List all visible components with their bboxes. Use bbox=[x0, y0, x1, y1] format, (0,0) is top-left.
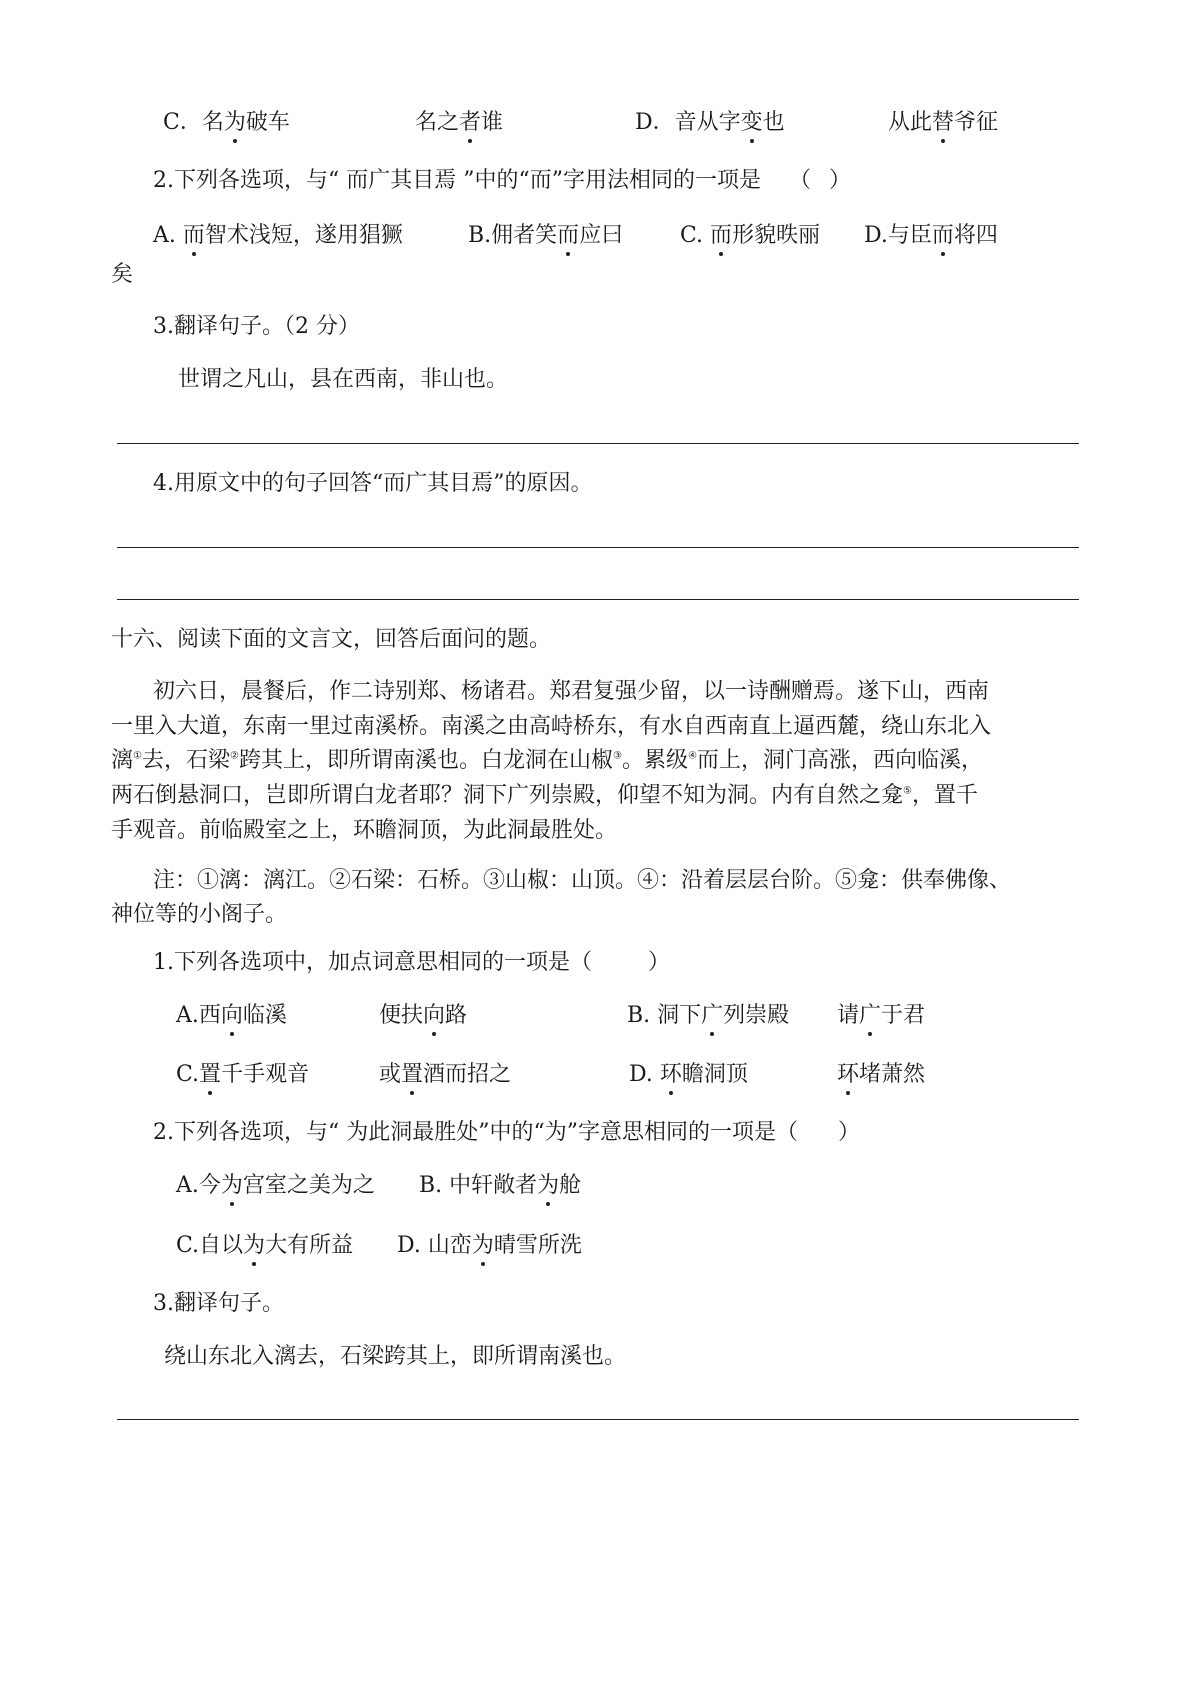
emphasis-dot-char: 向 bbox=[220, 1003, 243, 1028]
text: 舱 bbox=[559, 1173, 582, 1198]
footnote-marker: ② bbox=[230, 750, 239, 762]
emphasis-dot-char: 广 bbox=[859, 1003, 882, 1028]
text: 谁 bbox=[481, 110, 504, 135]
text: D．音从字 bbox=[635, 110, 741, 135]
answer-line bbox=[117, 1419, 1079, 1420]
q16-q1-option-b-left bbox=[627, 1005, 789, 1027]
q16-q3-sentence: 绕山东北入漓去，石梁跨其上，即所谓南溪也。 bbox=[164, 1344, 627, 1369]
answer-line bbox=[117, 599, 1079, 600]
emphasis-dot-char: 广 bbox=[701, 1003, 724, 1028]
passage-line-4 bbox=[111, 785, 978, 807]
text: 路 bbox=[445, 1003, 468, 1028]
q15-q2-stem bbox=[153, 170, 851, 192]
answer-line bbox=[117, 443, 1079, 444]
text: 便扶 bbox=[379, 1003, 424, 1028]
footnote-marker: ⑤ bbox=[903, 785, 912, 797]
text: C.自以 bbox=[176, 1233, 244, 1258]
q16-q2-option-d bbox=[397, 1235, 582, 1257]
text: 晴雪所洗 bbox=[493, 1233, 582, 1258]
text: 去，石梁 bbox=[141, 748, 230, 773]
text: 列崇殿 bbox=[723, 1003, 790, 1028]
q15-option-d-left bbox=[635, 112, 785, 134]
text: 应曰 bbox=[579, 223, 624, 248]
q15-q2-option-c bbox=[680, 225, 820, 247]
emphasis-dot-char: 为 bbox=[223, 110, 246, 135]
footnote-marker: ③ bbox=[612, 750, 622, 762]
q16-q1-option-b-right bbox=[837, 1005, 925, 1027]
text: A.西 bbox=[176, 1003, 221, 1028]
passage-line-2: 一里入大道，东南一里过南溪桥。南溪之由高峙桥东，有水自西南直上逼西麓，绕山东北入 bbox=[111, 714, 992, 739]
q15-q3-stem: 3.翻译句子。（2 分） bbox=[153, 314, 360, 339]
text: ，置千 bbox=[911, 783, 978, 808]
passage-line-3 bbox=[111, 750, 983, 772]
notes-line-1: 注：①漓：漓江。②石梁：石桥。③山椒：山顶。④：沿着层层台阶。⑤龛：供奉佛像、 bbox=[153, 868, 1012, 893]
question-text: 2.下列各选项，与“ 为此洞最胜处”中的“为”字意思相同的一项是（ bbox=[153, 1120, 798, 1145]
emphasis-dot-char: 而 bbox=[710, 223, 733, 248]
answer-paren-open: （ bbox=[788, 168, 811, 193]
text: A. bbox=[153, 223, 183, 248]
passage-line-1: 初六日，晨餐后，作二诗别郑、杨诸君。郑君复强少留，以一诗酬赠焉。遂下山，西南 bbox=[153, 679, 990, 704]
q16-q1-stem bbox=[153, 952, 670, 974]
footnote-marker: ④ bbox=[687, 750, 697, 762]
text: 宫室之美为之 bbox=[242, 1173, 375, 1198]
q15-q2-option-d-continued: 矣 bbox=[111, 262, 134, 287]
text: 临溪 bbox=[242, 1003, 287, 1028]
q16-q2-option-c bbox=[176, 1235, 353, 1257]
text: C. bbox=[680, 223, 711, 248]
text: 酒而招之 bbox=[423, 1062, 512, 1087]
text: 也 bbox=[762, 110, 785, 135]
emphasis-dot-char: 向 bbox=[423, 1003, 446, 1028]
question-text: 2.下列各选项，与“ 而广其目焉 ”中的“而”字用法相同的一项是 bbox=[153, 168, 761, 193]
emphasis-dot-char: 而 bbox=[182, 223, 205, 248]
q15-option-c-left bbox=[163, 112, 290, 134]
emphasis-dot-char: 为 bbox=[537, 1173, 560, 1198]
text: 或 bbox=[379, 1062, 402, 1087]
text: 于君 bbox=[881, 1003, 926, 1028]
answer-paren-close: ） bbox=[828, 168, 851, 193]
answer-line bbox=[117, 547, 1079, 548]
answer-paren-close: ） bbox=[837, 1120, 860, 1145]
answer-paren-close: ） bbox=[648, 950, 671, 975]
emphasis-dot-char: 变 bbox=[740, 110, 763, 135]
emphasis-dot-char: 为 bbox=[471, 1233, 494, 1258]
text: C. bbox=[176, 1062, 200, 1087]
q16-q2-option-a bbox=[176, 1175, 375, 1197]
text: 形貌昳丽 bbox=[732, 223, 821, 248]
q16-title: 十六、阅读下面的文言文，回答后面问的题。 bbox=[111, 627, 552, 652]
text: 名之 bbox=[415, 110, 460, 135]
q15-q2-option-a bbox=[153, 225, 403, 247]
emphasis-dot-char: 环 bbox=[837, 1062, 860, 1087]
text: D. 山峦 bbox=[397, 1233, 472, 1258]
q16-q1-option-d-left bbox=[629, 1064, 748, 1086]
text: 千手观音 bbox=[221, 1062, 310, 1087]
text: 。累级 bbox=[621, 748, 688, 773]
text: B. 洞下 bbox=[627, 1003, 702, 1028]
text: B.佣者笑 bbox=[468, 223, 558, 248]
emphasis-dot-char: 者 bbox=[459, 110, 482, 135]
q16-q1-option-c-left bbox=[176, 1064, 309, 1086]
q15-option-d-right bbox=[888, 112, 998, 134]
emphasis-dot-char: 而 bbox=[557, 223, 580, 248]
passage-line-5: 手观音。前临殿室之上，环瞻洞顶，为此洞最胜处。 bbox=[111, 818, 618, 843]
q16-q1-option-a-right bbox=[379, 1005, 467, 1027]
text: C．名 bbox=[163, 110, 224, 135]
q15-q2-option-d bbox=[864, 225, 998, 247]
text: 智术浅短，遂用猖獗 bbox=[204, 223, 403, 248]
emphasis-dot-char: 替 bbox=[932, 110, 955, 135]
notes-line-2: 神位等的小阁子。 bbox=[111, 902, 288, 927]
q15-q4-stem: 4.用原文中的句子回答“而广其目焉”的原因。 bbox=[153, 471, 593, 496]
q16-q1-option-d-right bbox=[837, 1064, 925, 1086]
emphasis-dot-char: 为 bbox=[220, 1173, 243, 1198]
question-text: 1.下列各选项中，加点词意思相同的一项是（ bbox=[153, 950, 592, 975]
footnote-marker: ① bbox=[133, 750, 142, 762]
text: D. bbox=[629, 1062, 660, 1087]
text: 从此 bbox=[888, 110, 933, 135]
text: 爷征 bbox=[954, 110, 999, 135]
text: A.今 bbox=[176, 1173, 221, 1198]
text: B. 中轩敞者 bbox=[419, 1173, 538, 1198]
text: 请 bbox=[837, 1003, 860, 1028]
text: 将四 bbox=[953, 223, 998, 248]
text: 跨其上，即所谓南溪也。白龙洞在山椒 bbox=[238, 748, 613, 773]
text: D.与臣 bbox=[864, 223, 932, 248]
emphasis-dot-char: 置 bbox=[199, 1062, 222, 1087]
q16-q3-stem: 3.翻译句子。 bbox=[153, 1291, 284, 1316]
emphasis-dot-char: 而 bbox=[931, 223, 954, 248]
q16-q2-option-b bbox=[419, 1175, 581, 1197]
q16-q1-option-c-right bbox=[379, 1064, 511, 1086]
q15-option-c-right bbox=[415, 112, 503, 134]
emphasis-dot-char: 置 bbox=[401, 1062, 424, 1087]
q16-q2-stem bbox=[153, 1122, 860, 1144]
text: 两石倒悬洞口，岂即所谓白龙者耶？洞下广列崇殿，仰望不知为洞。内有自然之龛 bbox=[111, 783, 904, 808]
text: 破车 bbox=[245, 110, 290, 135]
q15-q3-sentence: 世谓之凡山，县在西南，非山也。 bbox=[178, 367, 509, 392]
q15-q2-option-b bbox=[468, 225, 623, 247]
text: 堵萧然 bbox=[859, 1062, 926, 1087]
emphasis-dot-char: 环 bbox=[659, 1062, 682, 1087]
text: 大有所益 bbox=[265, 1233, 354, 1258]
text: 瞻洞顶 bbox=[681, 1062, 748, 1087]
q16-q1-option-a-left bbox=[176, 1005, 287, 1027]
text: 而上，洞门高涨，西向临溪， bbox=[696, 748, 983, 773]
emphasis-dot-char: 为 bbox=[243, 1233, 266, 1258]
text: 漓 bbox=[111, 748, 134, 773]
